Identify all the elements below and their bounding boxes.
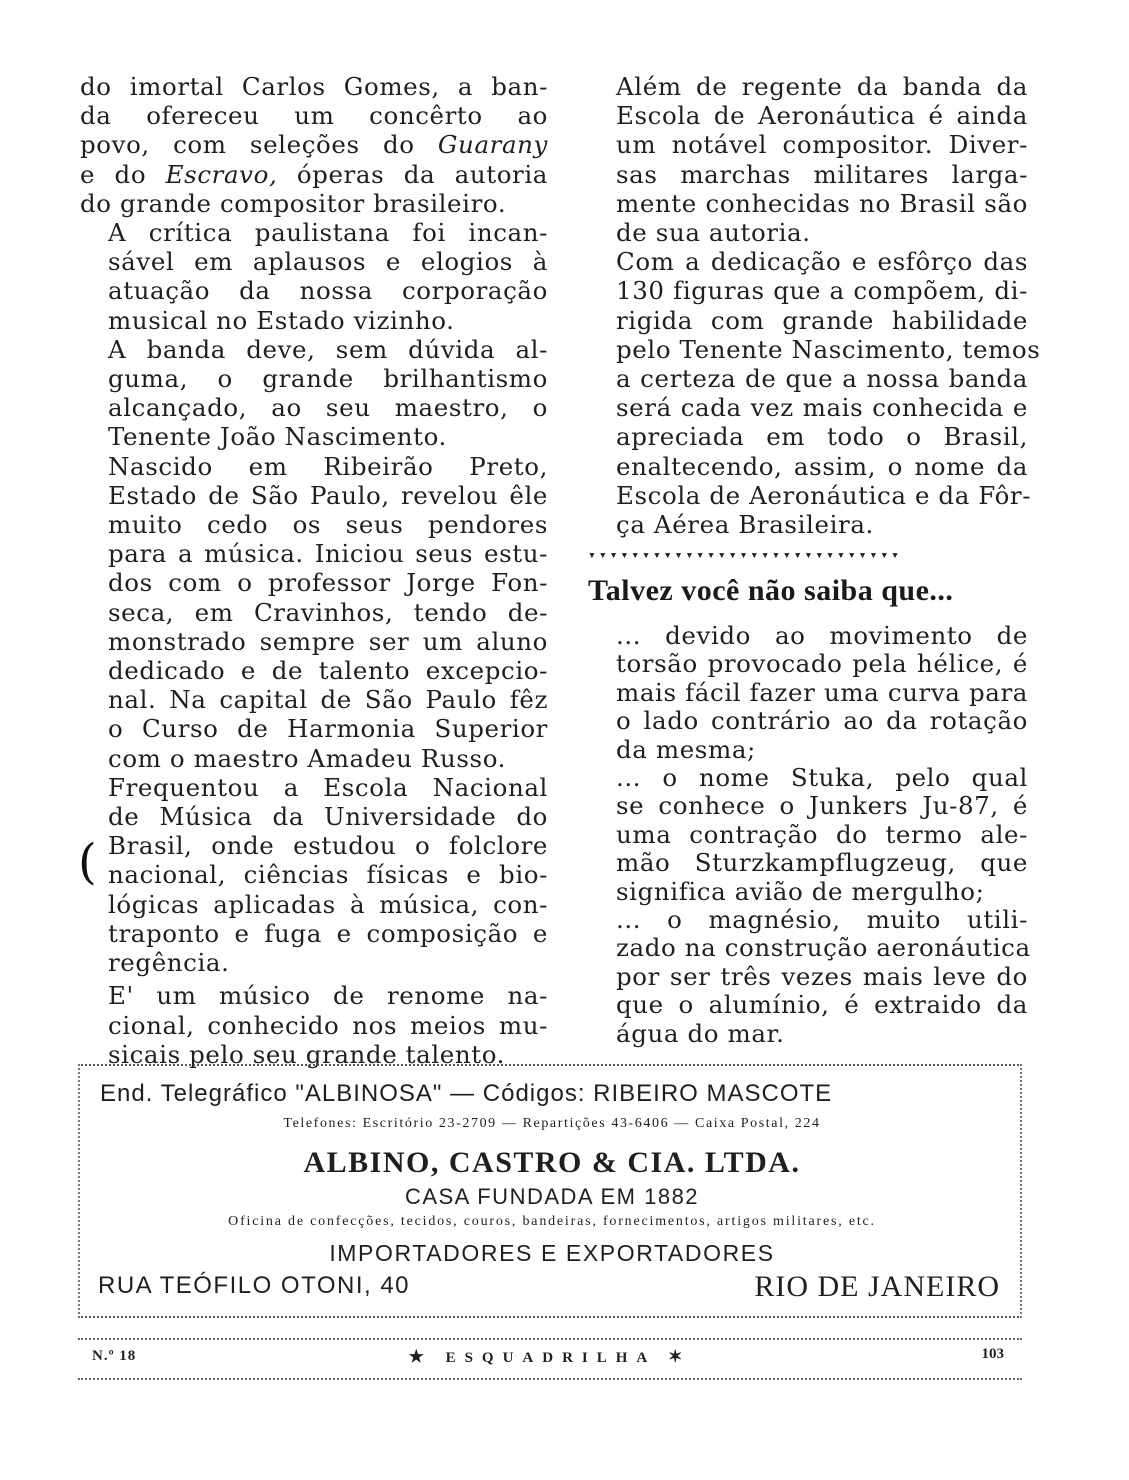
text-line: traponto e fuga e composição e bbox=[108, 918, 548, 948]
italic-title: Guarany bbox=[437, 130, 548, 160]
text-line: muito cedo os seus pendores bbox=[108, 510, 548, 540]
ad-products-line: Oficina de confecções, tecidos, couros, bandeiras, fornecimentos, artigos militares, etc. bbox=[228, 1214, 876, 1229]
did-you-know-list bbox=[588, 621, 1031, 1048]
text-line: Tenente João Nascimento. bbox=[108, 422, 447, 452]
text-line: nal. Na capital de São Paulo fêz bbox=[108, 685, 548, 715]
text-line: nacional, ciências físicas e bio- bbox=[108, 860, 548, 890]
ad-telegraph-line: End. Telegráfico "ALBINOSA" — Códigos: RIBEIRO MASCOTE bbox=[100, 1080, 833, 1107]
text-line: ... devido ao movimento de bbox=[616, 621, 1028, 650]
text-line: do grande compositor brasileiro. bbox=[80, 188, 507, 218]
text-line: rigida com grande habilidade bbox=[616, 305, 1028, 335]
text-line: da ofereceu um concêrto ao bbox=[80, 101, 548, 131]
paragraph bbox=[588, 72, 1028, 247]
section-divider: ▾▾▾▾▾▾▾▾▾▾▾▾▾▾▾▾▾▾▾▾▾▾▾▾▾▾▾▾▾ bbox=[588, 548, 902, 563]
text-line: a certeza de que a nossa banda bbox=[616, 364, 1028, 394]
footer-rule-bottom bbox=[78, 1378, 1022, 1380]
text-line: dos com o professor Jorge Fon- bbox=[108, 568, 548, 598]
text-line: com o maestro Amadeu Russo. bbox=[108, 743, 506, 773]
magazine-title bbox=[78, 1347, 1022, 1367]
left-column bbox=[80, 72, 548, 1069]
text-line: seca, em Cravinhos, tendo de- bbox=[108, 597, 548, 627]
text-segment: óperas da autoria bbox=[277, 159, 548, 189]
text-line: será cada vez mais conhecida e bbox=[616, 393, 1028, 423]
list-item bbox=[588, 764, 1028, 906]
text-line: lógicas aplicadas à música, con- bbox=[108, 889, 548, 919]
right-column bbox=[588, 72, 1041, 540]
paragraph bbox=[80, 335, 548, 452]
issue-number: N.º 18 bbox=[92, 1348, 137, 1364]
text-line: Estado de São Paulo, revelou êle bbox=[108, 480, 548, 510]
text-line: ... o nome Stuka, pelo qual bbox=[616, 763, 1028, 793]
text-line: apreciada em todo o Brasil, bbox=[616, 422, 1028, 452]
ad-phones-line: Telefones: Escritório 23-2709 — Repartições 43-6406 — Caixa Postal, 224 bbox=[283, 1116, 821, 1131]
text-line: Além de regente da banda da bbox=[616, 72, 1028, 101]
paragraph bbox=[80, 981, 548, 1069]
text-line: A banda deve, sem dúvida al- bbox=[108, 334, 548, 364]
text-line: significa avião de mergulho; bbox=[616, 876, 985, 906]
text-line bbox=[80, 160, 548, 189]
text-line: Escola de Aeronáutica é ainda bbox=[616, 101, 1028, 131]
ad-company-name: ALBINO, CASTRO & CIA. LTDA. bbox=[303, 1146, 801, 1179]
text-line: atuação da nossa corporação bbox=[108, 276, 548, 306]
text-line: zado na construção aeronáutica bbox=[616, 933, 1031, 963]
paragraph bbox=[80, 72, 548, 218]
text-line: regência. bbox=[108, 948, 230, 978]
text-line: ... o magnésio, muito utili- bbox=[616, 905, 1028, 935]
text-segment: povo, com seleções do bbox=[80, 130, 438, 160]
text-line: da mesma; bbox=[616, 734, 756, 764]
text-line: ça Aérea Brasileira. bbox=[616, 510, 874, 540]
text-line: Com a dedicação e esfôrço das bbox=[616, 247, 1028, 277]
text-line: Brasil, onde estudou o folclore bbox=[108, 831, 548, 861]
text-line: o Curso de Harmonia Superior bbox=[108, 714, 548, 744]
margin-bracket-mark: ( bbox=[78, 834, 97, 890]
paragraph bbox=[80, 452, 548, 773]
text-line: dedicado e de talento excepcio- bbox=[108, 656, 548, 686]
paragraph bbox=[588, 247, 1041, 540]
italic-title: Escravo, bbox=[165, 159, 278, 189]
text-line: monstrado sempre ser um aluno bbox=[108, 626, 548, 656]
text-line: por ser três vezes mais leve do bbox=[616, 961, 1028, 991]
page-number: 103 bbox=[981, 1346, 1004, 1362]
text-line: sicais pelo seu grande talento. bbox=[108, 1039, 505, 1069]
section-title: Talvez você não saiba que... bbox=[588, 574, 954, 607]
text-line: mais fácil fazer uma curva para bbox=[616, 677, 1028, 707]
text-line: alcançado, ao seu maestro, o bbox=[108, 393, 548, 423]
footer-rule-top bbox=[78, 1338, 1022, 1340]
paragraph bbox=[80, 773, 548, 977]
paragraph bbox=[80, 218, 548, 335]
text-line: Frequentou a Escola Nacional bbox=[108, 772, 548, 802]
magazine-name: ESQUADRILHA bbox=[445, 1350, 656, 1366]
text-line: sas marchas militares larga- bbox=[616, 159, 1028, 189]
text-line: torsão provocado pela hélice, é bbox=[616, 649, 1028, 679]
text-line: enaltecendo, assim, o nome da bbox=[616, 451, 1028, 481]
text-line: 130 figuras que a compõem, di- bbox=[616, 276, 1028, 306]
ad-importers-line: IMPORTADORES E EXPORTADORES bbox=[329, 1240, 775, 1266]
ad-founded-line: CASA FUNDADA EM 1882 bbox=[404, 1184, 700, 1209]
text-line: o lado contrário ao da rotação bbox=[616, 706, 1028, 736]
text-line: sável em aplausos e elogios à bbox=[108, 247, 548, 277]
star-icon: ★ bbox=[408, 1347, 433, 1366]
text-line: pelo Tenente Nascimento, temos bbox=[616, 334, 1041, 364]
text-line: de sua autoria. bbox=[616, 218, 811, 248]
text-line: mente conhecidas no Brasil são bbox=[616, 188, 1028, 218]
text-line: Escola de Aeronáutica e da Fôr- bbox=[616, 480, 1032, 510]
text-line: guma, o grande brilhantismo bbox=[108, 364, 548, 394]
list-item bbox=[588, 905, 1031, 1048]
page-footer bbox=[78, 1346, 1022, 1372]
star-icon: ✶ bbox=[668, 1347, 692, 1366]
text-line: uma contração do termo ale- bbox=[616, 819, 1028, 849]
text-line: musical no Estado vizinho. bbox=[108, 305, 455, 335]
text-line bbox=[80, 130, 548, 159]
text-segment: e do bbox=[80, 159, 166, 189]
ad-address: RUA TEÓFILO OTONI, 40 bbox=[98, 1272, 411, 1299]
text-line: E' um músico de renome na- bbox=[108, 981, 548, 1011]
list-item bbox=[588, 622, 1028, 764]
text-line: de Música da Universidade do bbox=[108, 802, 548, 832]
text-line: A crítica paulistana foi incan- bbox=[108, 218, 548, 248]
text-line: se conhece o Junkers Ju-87, é bbox=[616, 791, 1028, 821]
text-line: do imortal Carlos Gomes, a ban- bbox=[80, 72, 548, 101]
advertisement-box bbox=[78, 1064, 1022, 1318]
text-line: que o alumínio, é extraido da bbox=[616, 990, 1028, 1020]
text-line: um notável compositor. Diver- bbox=[616, 130, 1028, 160]
text-line: cional, conhecido nos meios mu- bbox=[108, 1010, 548, 1040]
text-line: Nascido em Ribeirão Preto, bbox=[108, 451, 548, 481]
text-line: mão Sturzkampflugzeug, que bbox=[616, 848, 1028, 878]
text-line: água do mar. bbox=[616, 1018, 785, 1048]
text-line: para a música. Iniciou seus estu- bbox=[108, 539, 548, 569]
ad-city: RIO DE JANEIRO bbox=[754, 1270, 1000, 1303]
